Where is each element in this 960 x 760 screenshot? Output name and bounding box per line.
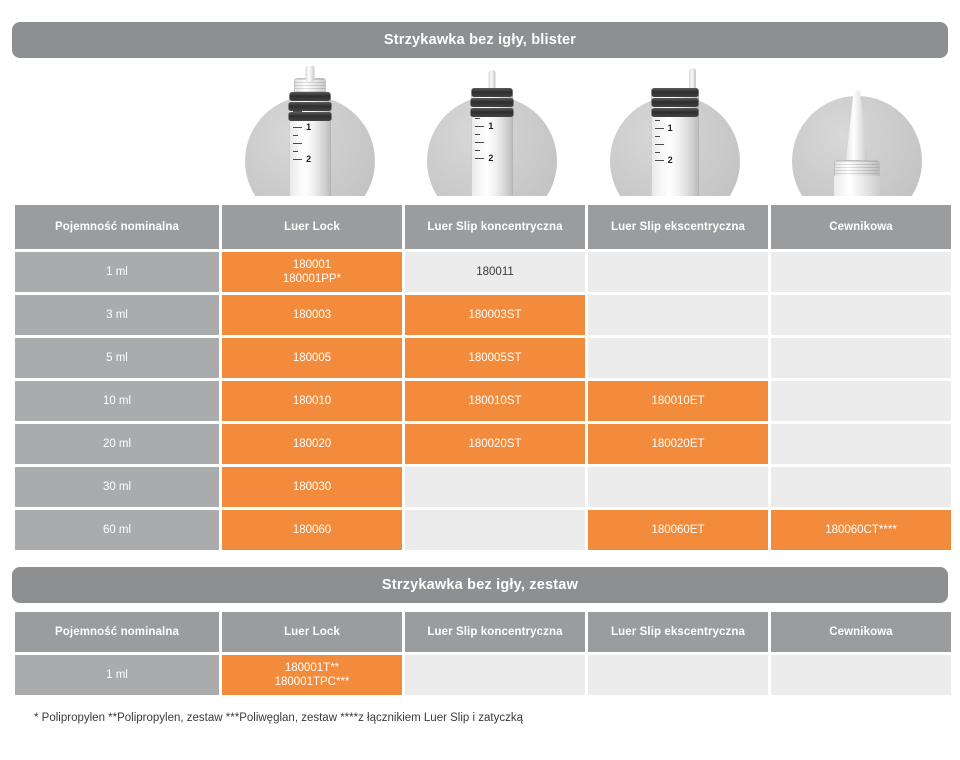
syringe-barrel <box>834 176 880 196</box>
table-row <box>15 467 951 507</box>
table-row <box>15 424 951 464</box>
plunger-seal <box>290 92 331 101</box>
code-cell <box>588 338 768 378</box>
plunger-seal <box>289 112 332 121</box>
table-header-row <box>15 205 951 249</box>
code-cell <box>588 252 768 292</box>
scale-label-2: 2 <box>306 154 312 164</box>
section-title-blister <box>12 22 948 58</box>
scale-tick <box>475 158 484 159</box>
code-cell <box>405 467 585 507</box>
scale-label-2: 2 <box>667 155 673 165</box>
table-row <box>15 252 951 292</box>
table-row <box>15 655 951 695</box>
code-cell[interactable]: 180030 <box>222 467 402 507</box>
scale-tick <box>293 143 302 144</box>
code-cell[interactable]: 180020ST <box>405 424 585 464</box>
scale-label-1: 1 <box>667 123 673 133</box>
plunger-seal <box>651 88 698 97</box>
catheter-tip <box>846 90 868 162</box>
set-codes-table <box>12 609 954 698</box>
column-header-capacity: Pojemność nominalna <box>15 205 219 249</box>
scale-tick <box>475 142 484 143</box>
catheter-tip-syringe-photo <box>766 58 948 196</box>
code-cell[interactable]: 180020ET <box>588 424 768 464</box>
plunger-seal <box>471 108 514 117</box>
plunger-seal <box>472 88 513 97</box>
code-cell <box>771 295 951 335</box>
column-header-luer-slip-eccentric: Luer Slip ekscentryczna <box>588 205 768 249</box>
scale-tick <box>655 136 660 137</box>
table-row <box>15 338 951 378</box>
code-cell[interactable]: 180010ET <box>588 381 768 421</box>
scale-tick <box>293 135 298 136</box>
footnote: * Polipropylen **Polipropylen, zestaw ***Poliwęglan, zestaw ****z łącznikiem Luer Slip i zatyczką <box>34 712 523 724</box>
section-title-set-label: Strzykawka bez igły, zestaw <box>381 577 579 593</box>
scale-label-1: 1 <box>306 122 312 132</box>
scale-tick <box>475 134 480 135</box>
code-cell[interactable]: 180005 <box>222 338 402 378</box>
code-cell[interactable]: 180060CT**** <box>771 510 951 550</box>
product-code-table-page <box>0 22 960 760</box>
column-header-luer-slip-concentric: Luer Slip koncentryczna <box>405 612 585 652</box>
code-cell[interactable]: 180060 <box>222 510 402 550</box>
code-cell <box>771 252 951 292</box>
syringe-illustration <box>427 64 557 196</box>
code-cell <box>771 381 951 421</box>
scale-label-1: 1 <box>488 121 494 131</box>
table-header-row <box>15 612 951 652</box>
plunger-seal <box>651 98 698 107</box>
column-header-luer-slip-eccentric: Luer Slip ekscentryczna <box>588 612 768 652</box>
code-cell <box>771 338 951 378</box>
scale-tick <box>655 152 660 153</box>
code-cell <box>771 424 951 464</box>
row-capacity: 10 ml <box>15 381 219 421</box>
row-capacity: 3 ml <box>15 295 219 335</box>
photo-row-spacer <box>12 58 219 196</box>
row-capacity: 1 ml <box>15 252 219 292</box>
code-cell <box>405 510 585 550</box>
table-row <box>15 295 951 335</box>
code-cell <box>588 655 768 695</box>
luer-lock-syringe-photo <box>219 58 401 196</box>
eccentric-tip <box>689 68 696 90</box>
scale-tick <box>655 120 660 121</box>
code-cell[interactable]: 180005ST <box>405 338 585 378</box>
code-cell[interactable]: 180020 <box>222 424 402 464</box>
plunger-seal <box>471 98 514 107</box>
code-cell <box>588 295 768 335</box>
luer-slip-tip <box>489 70 496 90</box>
code-cell <box>405 655 585 695</box>
code-cell[interactable]: 180003 <box>222 295 402 335</box>
scale-tick <box>655 128 664 129</box>
code-cell[interactable]: 180010ST <box>405 381 585 421</box>
syringe-illustration <box>792 64 922 196</box>
code-cell[interactable]: 180011 <box>405 252 585 292</box>
blister-codes-table <box>12 202 954 553</box>
code-cell <box>588 467 768 507</box>
code-cell[interactable]: 180001T** 180001TPC*** <box>222 655 402 695</box>
scale-label-2: 2 <box>488 153 494 163</box>
scale-tick <box>475 150 480 151</box>
syringe-illustration <box>610 64 740 196</box>
column-header-luer-slip-concentric: Luer Slip koncentryczna <box>405 205 585 249</box>
luer-tip-nozzle <box>306 66 315 81</box>
section-title-set <box>12 567 948 603</box>
row-capacity: 20 ml <box>15 424 219 464</box>
code-cell[interactable]: 180003ST <box>405 295 585 335</box>
scale-tick <box>475 126 484 127</box>
plunger-seal <box>289 102 332 111</box>
row-capacity: 1 ml <box>15 655 219 695</box>
luer-slip-concentric-syringe-photo <box>401 58 583 196</box>
scale-tick <box>655 160 664 161</box>
section-title-blister-label: Strzykawka bez igły, blister <box>383 32 577 48</box>
product-photo-row <box>12 58 948 196</box>
table-row <box>15 510 951 550</box>
row-capacity: 60 ml <box>15 510 219 550</box>
code-cell[interactable]: 180001 180001PP* <box>222 252 402 292</box>
code-cell[interactable]: 180010 <box>222 381 402 421</box>
collar-ridges <box>835 161 879 177</box>
scale-tick <box>293 159 302 160</box>
row-capacity: 5 ml <box>15 338 219 378</box>
column-header-capacity: Pojemność nominalna <box>15 612 219 652</box>
column-header-catheter: Cewnikowa <box>771 612 951 652</box>
code-cell <box>771 467 951 507</box>
code-cell <box>771 655 951 695</box>
code-cell[interactable]: 180060ET <box>588 510 768 550</box>
scale-tick <box>293 151 298 152</box>
column-header-catheter: Cewnikowa <box>771 205 951 249</box>
plunger-seal <box>651 108 698 117</box>
scale-tick <box>655 144 664 145</box>
syringe-illustration <box>245 64 375 196</box>
table-row <box>15 381 951 421</box>
luer-slip-eccentric-syringe-photo <box>584 58 766 196</box>
row-capacity: 30 ml <box>15 467 219 507</box>
column-header-luer-lock: Luer Lock <box>222 205 402 249</box>
scale-tick <box>293 127 302 128</box>
column-header-luer-lock: Luer Lock <box>222 612 402 652</box>
scale-tick <box>475 118 480 119</box>
